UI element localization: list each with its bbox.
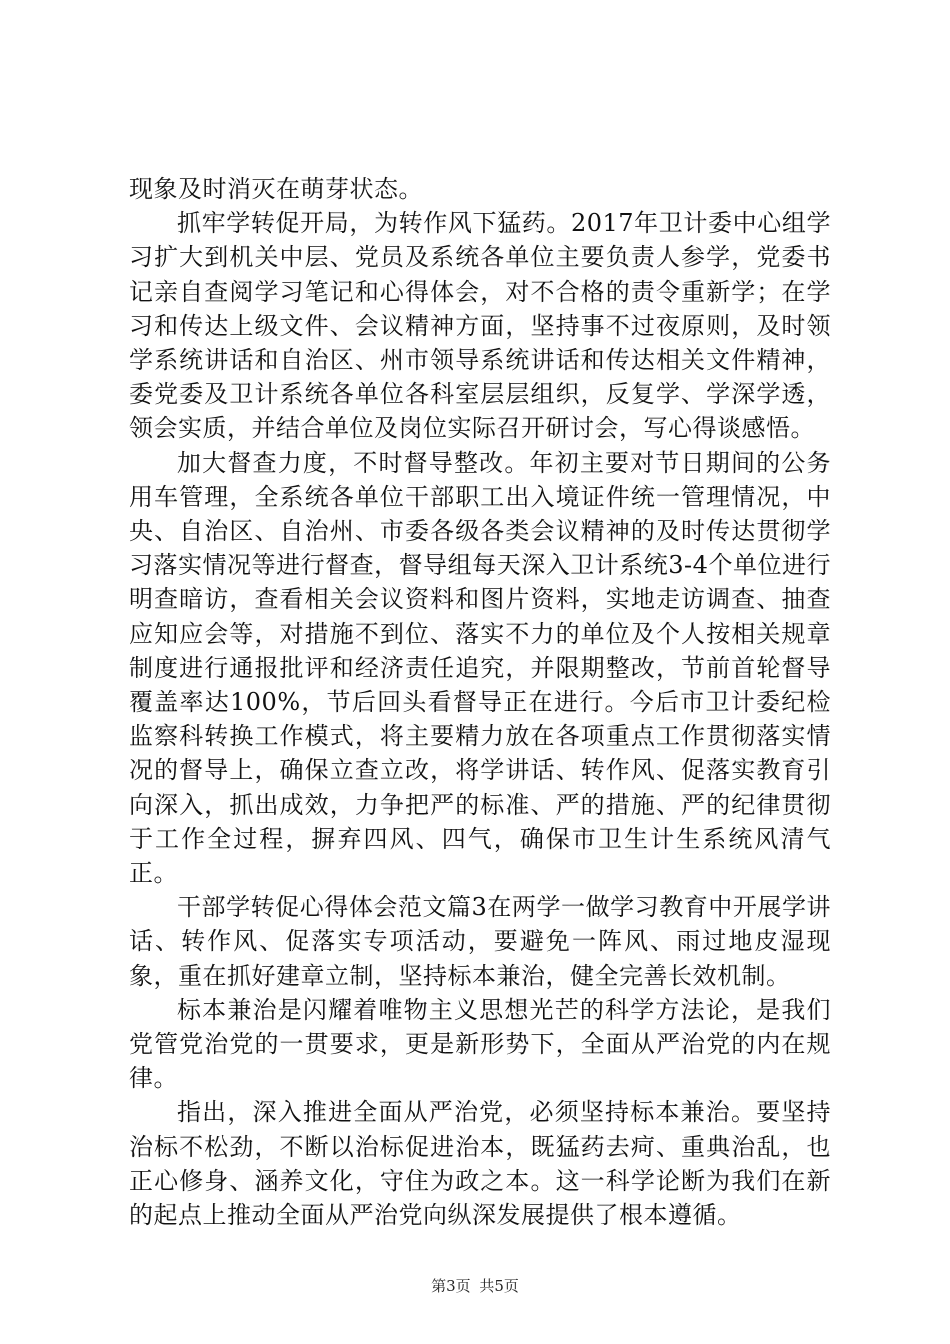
paragraph-continuation: 现象及时消灭在萌芽状态。 xyxy=(129,175,423,203)
paragraph-conclusion: 指出，深入推进全面从严治党，必须坚持标本兼治。要坚持治标不松劲，不断以治标促进治本，既猛药去疴、重典治乱，也正心修身、涵养文化，守住为政之本。这一科学论断为我们在新的起点上推动全面从严治党向纵深发展提供了根本遵循。 xyxy=(129,1098,831,1230)
paragraph-supervision: 加大督查力度，不时督导整改。年初主要对节日期间的公务用车管理，全系统各单位干部职工出入境证件统一管理情况，中央、自治区、自治州、市委各级各类会议精神的及时传达贯彻学习落实情况等进行督查，督导组每天深入卫计系统3-4个单位进行明查暗访，查看相关会议资料和图片资料，实地走访调查、抽查应知应会等，对措施不到位、落实不力的单位及个人按相关规章制度进行通报批评和经济责任追究，并限期整改，节前首轮督导覆盖率达100%，节后回头看督导正在进行。今后市卫计委纪检监察科转换工作模式，将主要精力放在各项重点工作贯彻落实情况的督导上，确保立查立改，将学讲话、转作风、促落实教育引向深入，抓出成效，力争把严的标准、严的措施、严的纪律贯彻于工作全过程，摒弃四风、四气，确保市卫生计生系统风清气正。 xyxy=(129,448,831,888)
page-total: 共5页 xyxy=(479,1277,519,1295)
paragraph-essay-3: 干部学转促心得体会范文篇3在两学一做学习教育中开展学讲话、转作风、促落实专项活动，要避免一阵风、雨过地皮湿现象，重在抓好建章立制，坚持标本兼治，健全完善长效机制。 xyxy=(129,893,831,990)
page-footer xyxy=(0,1275,950,1296)
paragraph-study: 抓牢学转促开局，为转作风下猛药。2017年卫计委中心组学习扩大到机关中层、党员及系统各单位主要负责人参学，党委书记亲自查阅学习笔记和心得体会，对不合格的责令重新学；在学习和传达上级文件、会议精神方面，坚持事不过夜原则，及时领学系统讲话和自治区、州市领导系统讲话和传达相关文件精神，委党委及卫计系统各单位各科室层层组织，反复学、学深学透，领会实质，并结合单位及岗位实际召开研讨会，写心得谈感悟。 xyxy=(129,209,831,443)
page-number: 第3页 xyxy=(431,1277,471,1295)
paragraph-methodology: 标本兼治是闪耀着唯物主义思想光芒的科学方法论，是我们党管党治党的一贯要求，更是新形势下，全面从严治党的内在规律。 xyxy=(129,995,831,1093)
document-body xyxy=(129,172,831,1232)
